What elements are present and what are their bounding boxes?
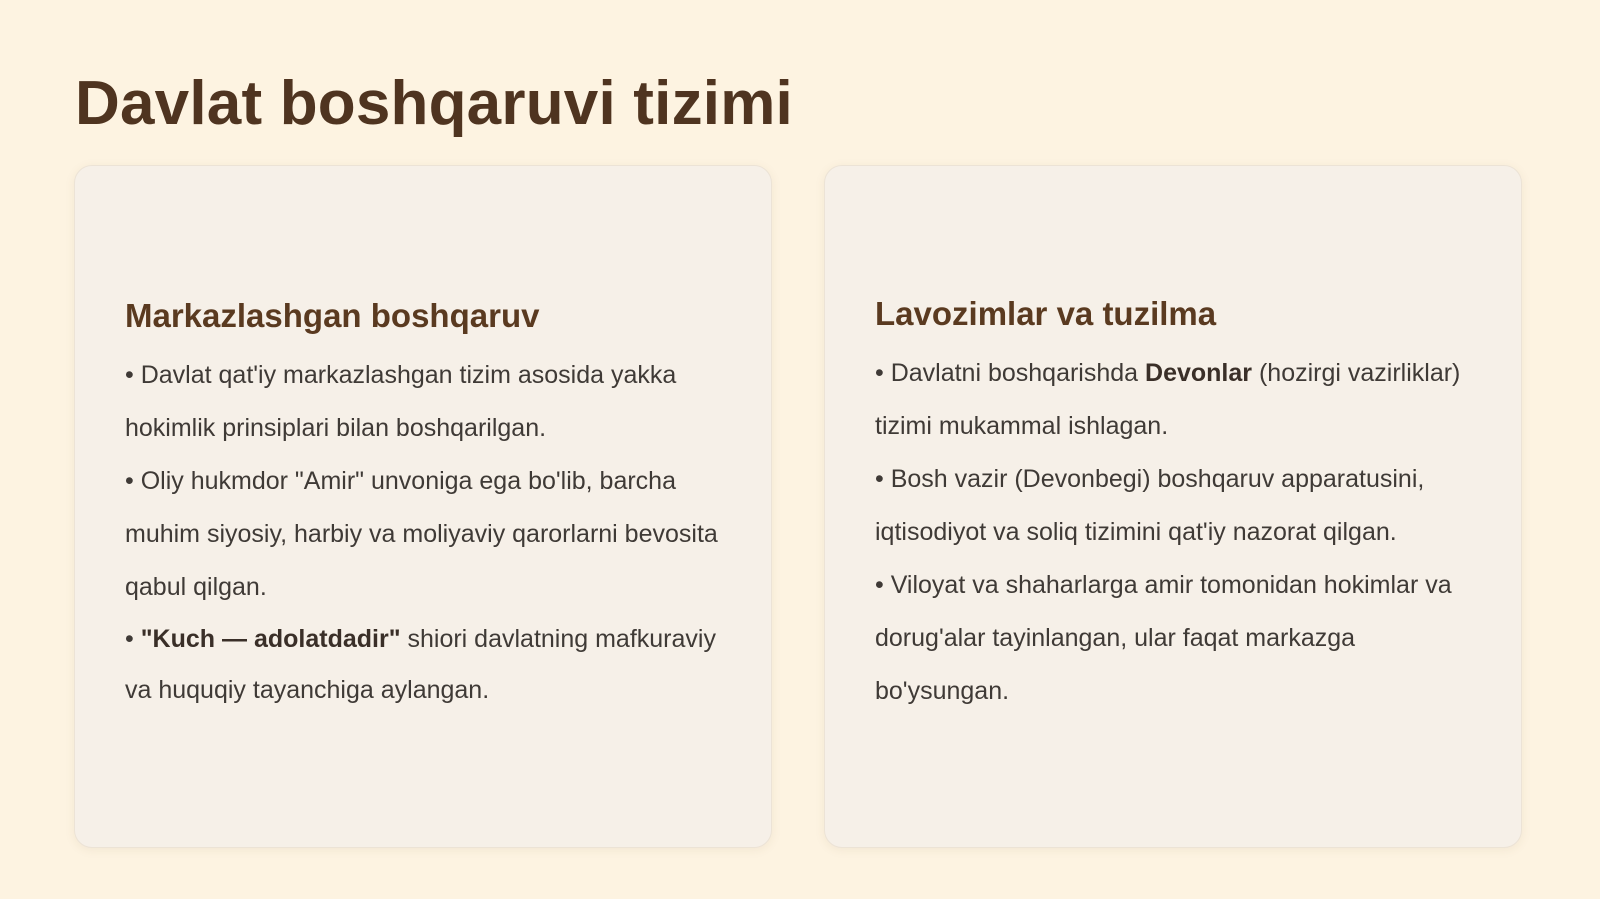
bullet-item: • Viloyat va shaharlarga amir tomonidan hokimlar va dorug'alar tayinlangan, ular faqat markazga bo'ysungan.: [875, 571, 1452, 705]
bullet-list: [125, 349, 721, 716]
card-positions-structure: [824, 165, 1522, 848]
bullet-item: • "Kuch — adolatdadir" shiori davlatning mafkuraviy va huquqiy tayanchiga aylangan.: [125, 625, 716, 704]
card-heading: Markazlashgan boshqaruv: [125, 297, 540, 334]
bullet-item: • Davlatni boshqarishda Devonlar (hozirgi vazirliklar) tizimi mukammal ishlagan.: [875, 359, 1461, 440]
bullet-item: • Oliy hukmdor "Amir" unvoniga ega bo'lib, barcha muhim siyosiy, harbiy va moliyaviy qarorlarni bevosita qabul qilgan.: [125, 467, 718, 601]
bullet-item: • Davlat qat'iy markazlashgan tizim asosida yakka hokimlik prinsiplari bilan boshqarilgan.: [125, 361, 677, 442]
bullet-item: • Bosh vazir (Devonbegi) boshqaruv apparatusini, iqtisodiyot va soliq tizimini qat'iy nazorat qilgan.: [875, 465, 1425, 546]
card-centralized-governance: [74, 165, 772, 848]
bullet-list: [875, 347, 1471, 718]
card-heading: Lavozimlar va tuzilma: [875, 295, 1217, 332]
slide-title: Davlat boshqaruvi tizimi: [75, 69, 793, 138]
